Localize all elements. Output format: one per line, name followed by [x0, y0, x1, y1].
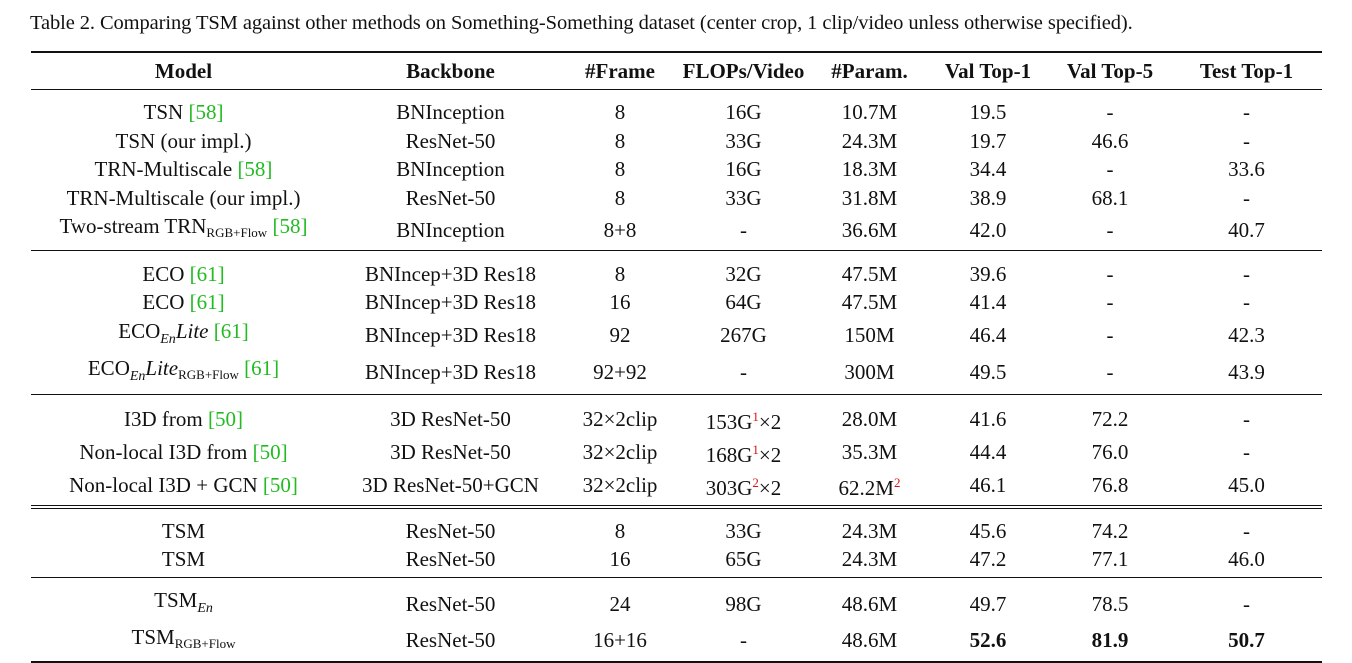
test-top1-cell: -: [1243, 592, 1250, 617]
backbone-cell: BNIncep+3D Res18: [364, 323, 537, 348]
param-cell: 47.5M: [841, 261, 898, 286]
test-top1-cell: -: [1243, 407, 1250, 432]
val-top5-cell: 76.0: [1091, 440, 1129, 465]
backbone-cell: 3D ResNet-50+GCN: [336, 469, 565, 507]
param-cell: [812, 469, 927, 507]
frame-cell: 8: [614, 261, 626, 286]
backbone-cell: BNInception: [336, 212, 565, 251]
val-top1-cell: 49.5: [927, 354, 1049, 395]
val-top5-cell: -: [1049, 354, 1171, 395]
val-top1-cell: 39.6: [969, 261, 1007, 286]
val-top1-cell: 47.2: [927, 545, 1049, 577]
param-cell: 35.3M: [841, 440, 898, 465]
test-top1-cell: 33.6: [1228, 157, 1265, 182]
table-row: [31, 155, 1322, 184]
header-param: #Param.: [812, 52, 927, 90]
test-top1-cell: 43.9: [1171, 354, 1322, 395]
flops-cell: 16G: [725, 157, 762, 182]
frame-cell: 32×2clip: [582, 407, 658, 432]
model-cell: TSM: [161, 518, 206, 543]
model-cell: [31, 394, 336, 436]
citation-link[interactable]: [50]: [262, 473, 298, 498]
val-top5-cell: 77.1: [1049, 545, 1171, 577]
model-cell: TSM: [31, 545, 336, 577]
model-name: TSM: [131, 624, 175, 649]
model-suffix: Lite: [145, 355, 179, 380]
test-top1-cell-best: 50.7: [1171, 623, 1322, 662]
table-row: [31, 184, 1322, 213]
param-cell: 18.3M: [841, 157, 898, 182]
model-name: TRN-Multiscale: [94, 157, 233, 182]
val-top1-cell: 44.4: [969, 440, 1007, 465]
model-cell: TSN (our impl.): [115, 128, 252, 153]
backbone-cell: BNInception: [396, 157, 505, 182]
table-row: [31, 317, 1322, 354]
flops-value: 153G: [705, 409, 753, 434]
flops-value: 303G: [705, 475, 753, 500]
group-i3d: [31, 394, 1322, 507]
param-cell: 36.6M: [812, 212, 927, 251]
header-model: Model: [31, 52, 336, 90]
flops-cell: -: [675, 623, 812, 662]
test-top1-cell: 46.0: [1171, 545, 1322, 577]
header-test-top1: Test Top-1: [1171, 52, 1322, 90]
val-top5-cell: 68.1: [1091, 186, 1129, 211]
val-top1-cell: 41.4: [969, 290, 1007, 315]
val-top5-cell: 74.2: [1091, 518, 1129, 543]
model-cell: [31, 155, 336, 184]
flops-cell: [675, 436, 812, 469]
val-top5-cell-best: 81.9: [1049, 623, 1171, 662]
model-name: ECO: [87, 355, 130, 380]
model-cell: [31, 577, 336, 623]
table-row: [31, 354, 1322, 395]
header-flops: FLOPs/Video: [675, 52, 812, 90]
model-name: Non-local I3D + GCN: [69, 473, 258, 498]
val-top5-cell: -: [1106, 323, 1114, 348]
citation-link[interactable]: [58]: [237, 157, 273, 182]
flops-cell: -: [675, 212, 812, 251]
val-top5-cell: 72.2: [1091, 407, 1129, 432]
model-cell: [31, 251, 336, 288]
test-top1-cell: -: [1243, 518, 1250, 543]
val-top1-cell: 45.6: [969, 518, 1007, 543]
citation-link[interactable]: [58]: [188, 100, 224, 125]
val-top1-cell: 34.4: [969, 157, 1007, 182]
backbone-cell: BNIncep+3D Res18: [336, 354, 565, 395]
flops-value: 168G: [705, 442, 753, 467]
table-caption: Table 2. Comparing TSM against other methods on Something-Something dataset (center crop, 1 clip/video unless otherwise specified).: [30, 12, 1133, 34]
backbone-cell: BNIncep+3D Res18: [364, 261, 537, 286]
param-cell: 24.3M: [841, 518, 898, 543]
param-value: 62.2M: [838, 475, 894, 500]
flops-cell: 32G: [725, 261, 762, 286]
val-top5-cell: -: [1106, 100, 1114, 125]
group-eco: [31, 251, 1322, 394]
model-cell: [31, 354, 336, 395]
model-cell: [31, 317, 336, 354]
model-cell: [31, 90, 336, 127]
footnote-mark: 2: [893, 474, 901, 490]
flops-multiplier: ×2: [758, 409, 782, 434]
header-frame: #Frame: [565, 52, 675, 90]
backbone-cell: ResNet-50: [336, 623, 565, 662]
flops-cell: 98G: [725, 592, 762, 617]
model-cell: [31, 469, 336, 507]
param-cell: 300M: [812, 354, 927, 395]
test-top1-cell: -: [1243, 440, 1250, 465]
model-name: TSN: [143, 100, 184, 125]
backbone-cell: ResNet-50: [405, 128, 496, 153]
model-cell: [31, 436, 336, 469]
frame-cell: 24: [609, 592, 631, 617]
group-tsm: [31, 507, 1322, 578]
model-name: ECO: [142, 261, 185, 286]
model-name: Two-stream TRN: [59, 214, 207, 239]
val-top1-cell: 49.7: [969, 592, 1007, 617]
test-top1-cell: -: [1243, 290, 1250, 315]
model-cell: [31, 288, 336, 317]
val-top1-cell: 19.5: [969, 100, 1007, 125]
flops-cell: -: [675, 354, 812, 395]
citation-link[interactable]: [61]: [213, 318, 249, 343]
citation-link[interactable]: [58]: [272, 214, 308, 239]
flops-cell: 65G: [675, 545, 812, 577]
header-row: [31, 52, 1322, 90]
model-subscript: RGB+Flow: [206, 225, 268, 241]
header-val-top5: Val Top-5: [1049, 52, 1171, 90]
backbone-cell: BNIncep+3D Res18: [364, 290, 537, 315]
model-subscript: RGB+Flow: [174, 635, 236, 651]
param-cell: 24.3M: [812, 545, 927, 577]
frame-cell: 32×2clip: [565, 469, 675, 507]
table-row: [31, 90, 1322, 127]
frame-cell: 8: [614, 518, 626, 543]
backbone-cell: 3D ResNet-50: [390, 440, 511, 465]
model-suffix: Lite: [175, 318, 209, 343]
table-row: [31, 507, 1322, 546]
test-top1-cell: -: [1243, 261, 1250, 286]
frame-cell: 92: [609, 323, 631, 348]
flops-cell: 267G: [720, 323, 767, 348]
test-top1-cell: 42.3: [1228, 323, 1265, 348]
comparison-table: [31, 51, 1322, 663]
test-top1-cell: -: [1243, 128, 1250, 153]
flops-multiplier: ×2: [758, 475, 782, 500]
model-name: TSM: [154, 587, 198, 612]
frame-cell: 8: [614, 128, 626, 153]
val-top5-cell: -: [1106, 290, 1114, 315]
frame-cell: 8+8: [565, 212, 675, 251]
flops-cell: 33G: [725, 186, 762, 211]
test-top1-cell: -: [1243, 100, 1250, 125]
test-top1-cell: -: [1243, 186, 1250, 211]
test-top1-cell: 40.7: [1171, 212, 1322, 251]
citation-link[interactable]: [61]: [244, 355, 280, 380]
citation-link[interactable]: [61]: [189, 290, 225, 315]
group-tsm-ensemble: [31, 577, 1322, 662]
val-top5-cell: -: [1049, 212, 1171, 251]
flops-cell: 33G: [725, 518, 762, 543]
flops-cell: [675, 394, 812, 436]
citation-link[interactable]: [50]: [252, 440, 288, 465]
backbone-cell: ResNet-50: [405, 186, 496, 211]
footnote-mark: 1: [752, 408, 759, 424]
header-backbone: Backbone: [336, 52, 565, 90]
model-subscript: En: [197, 600, 213, 616]
backbone-cell: ResNet-50: [336, 545, 565, 577]
model-subscript: En: [129, 368, 146, 384]
model-cell: TRN-Multiscale (our impl.): [66, 186, 301, 211]
footnote-mark: 2: [752, 474, 759, 490]
backbone-cell: 3D ResNet-50: [390, 407, 511, 432]
table-row: [31, 469, 1322, 507]
val-top1-cell: 19.7: [969, 128, 1007, 153]
param-cell: 31.8M: [841, 186, 898, 211]
val-top5-cell: -: [1106, 157, 1114, 182]
model-name: ECO: [118, 318, 161, 343]
table-row: [31, 251, 1322, 288]
param-cell: 24.3M: [841, 128, 898, 153]
val-top1-cell: 46.1: [927, 469, 1049, 507]
table-row: [31, 127, 1322, 156]
flops-cell: 33G: [725, 128, 762, 153]
val-top5-cell: 46.6: [1091, 128, 1129, 153]
val-top1-cell: 46.4: [969, 323, 1007, 348]
frame-cell: 8: [614, 100, 626, 125]
model-subscript-2: RGB+Flow: [178, 366, 239, 382]
header-val-top1: Val Top-1: [927, 52, 1049, 90]
param-cell: 48.6M: [812, 623, 927, 662]
val-top1-cell: 42.0: [927, 212, 1049, 251]
model-name: Non-local I3D from: [79, 440, 248, 465]
frame-cell: 92+92: [565, 354, 675, 395]
val-top5-cell: 78.5: [1091, 592, 1129, 617]
frame-cell: 16: [565, 545, 675, 577]
val-top5-cell: -: [1106, 261, 1114, 286]
table-row: [31, 212, 1322, 251]
flops-multiplier: ×2: [758, 442, 782, 467]
param-cell: 150M: [844, 323, 895, 348]
model-cell: [31, 212, 336, 251]
model-subscript: En: [160, 331, 176, 347]
param-cell: 47.5M: [841, 290, 898, 315]
model-name: ECO: [142, 290, 185, 315]
model-cell: [31, 623, 336, 662]
footnote-mark: 1: [752, 441, 759, 457]
table-row: [31, 394, 1322, 436]
param-cell: 10.7M: [841, 100, 898, 125]
flops-cell: 64G: [725, 290, 762, 315]
flops-cell: 16G: [725, 100, 762, 125]
frame-cell: 16: [609, 290, 631, 315]
val-top5-cell: 76.8: [1049, 469, 1171, 507]
citation-link[interactable]: [61]: [189, 261, 225, 286]
table-row: [31, 288, 1322, 317]
flops-cell: [675, 469, 812, 507]
param-cell: 28.0M: [841, 407, 898, 432]
table-row: [31, 436, 1322, 469]
frame-cell: 8: [614, 157, 626, 182]
val-top1-cell: 41.6: [969, 407, 1007, 432]
val-top1-cell: 38.9: [969, 186, 1007, 211]
backbone-cell: ResNet-50: [405, 592, 496, 617]
param-cell: 48.6M: [841, 592, 898, 617]
frame-cell: 16+16: [565, 623, 675, 662]
table-row: [31, 577, 1322, 623]
model-name: I3D from: [124, 407, 203, 432]
frame-cell: 32×2clip: [582, 440, 658, 465]
group-tsn-trn: [31, 90, 1322, 251]
backbone-cell: ResNet-50: [405, 518, 496, 543]
val-top1-cell-best: 52.6: [927, 623, 1049, 662]
frame-cell: 8: [614, 186, 626, 211]
citation-link[interactable]: [50]: [207, 407, 243, 432]
test-top1-cell: 45.0: [1171, 469, 1322, 507]
table-row: [31, 545, 1322, 577]
backbone-cell: BNInception: [396, 100, 505, 125]
table-row: [31, 623, 1322, 662]
